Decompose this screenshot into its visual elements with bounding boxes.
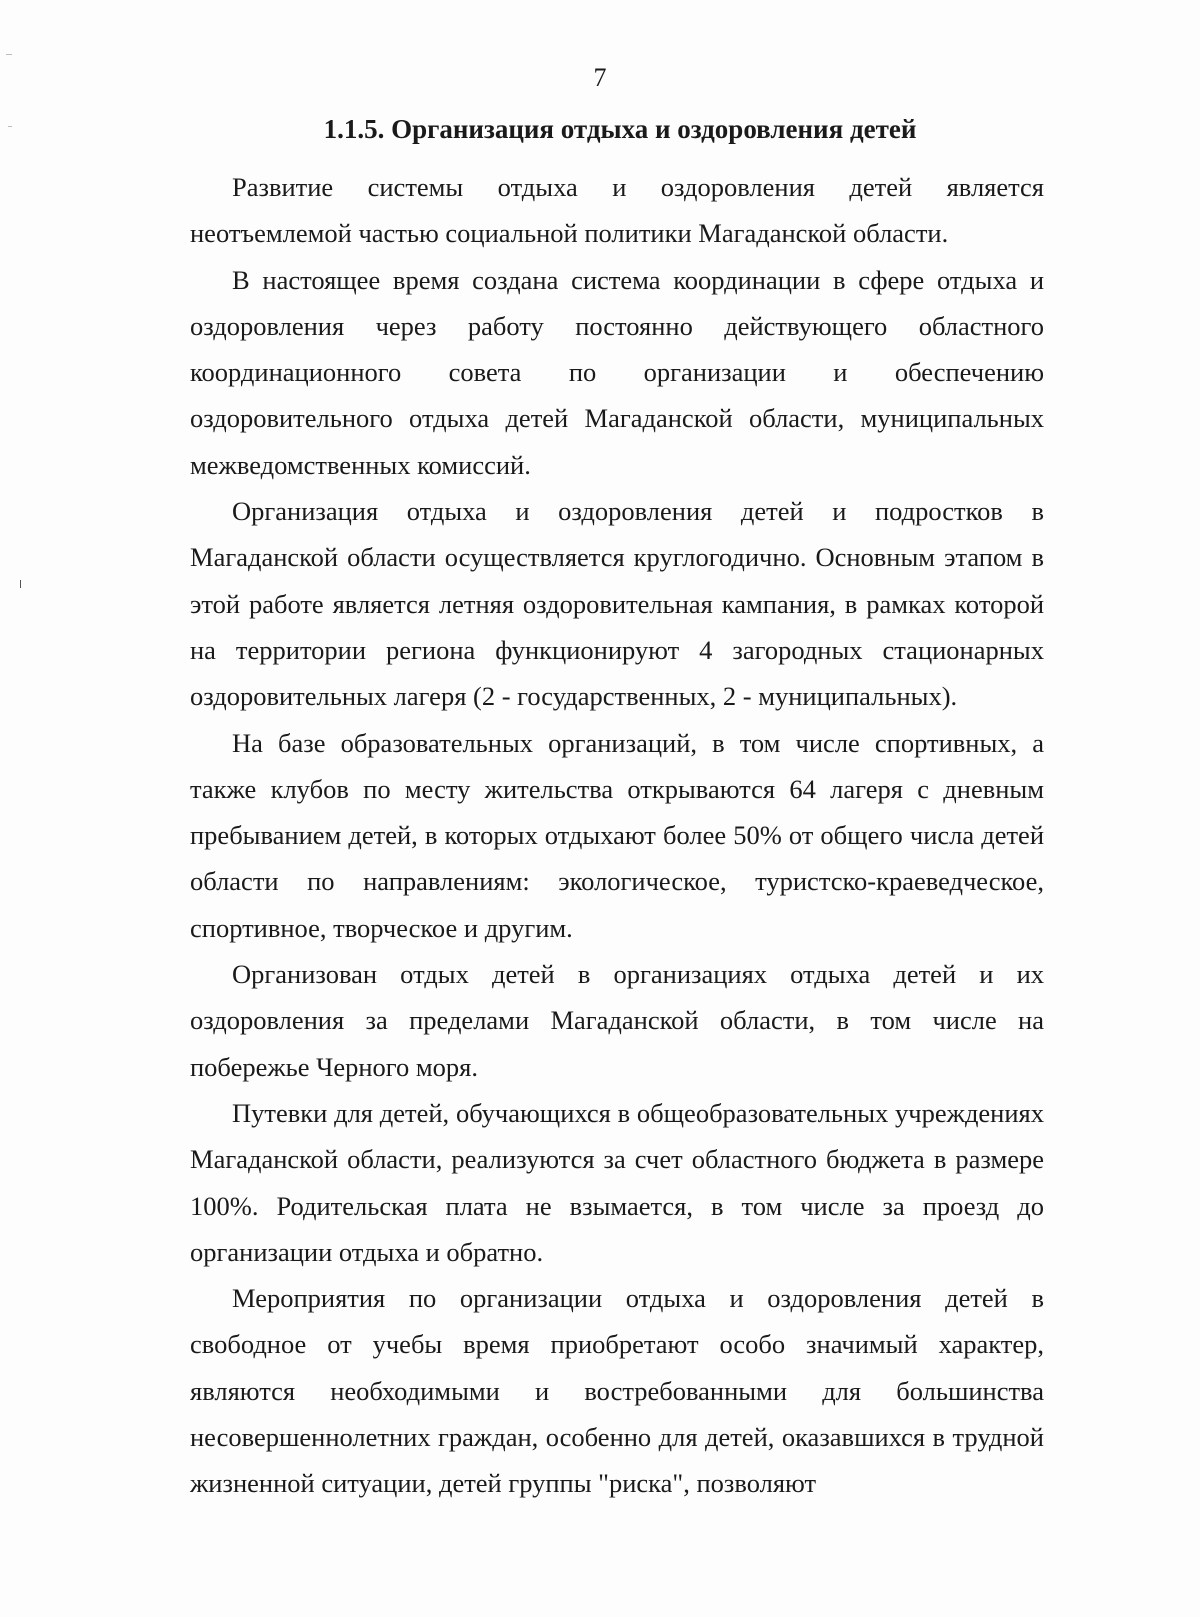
paragraph: Путевки для детей, обучающихся в общеобразовательных учреждениях Магаданской области, реализуются за счет областного бюджета в размере 100%. Родительская плата не взымается, в том числе за проезд до организации отдыха и обратно. bbox=[190, 1097, 1044, 1267]
paragraph: Мероприятия по организации отдыха и оздоровления детей в свободное от учебы время приобретают особо значимый характер, являются необходимыми и востребованными для большинства несовершеннолетних граждан, особенно для детей, оказавшихся в трудной жизненной ситуации, детей группы "риска", позволяют bbox=[190, 1283, 1044, 1499]
paragraph: В настоящее время создана система координации в сфере отдыха и оздоровления через работу постоянно действующего областного координационного совета по организации и обеспечению оздоровительного отдыха детей Магаданской области, муниципальных межведомственных комиссий. bbox=[190, 264, 1044, 480]
paragraph: На базе образовательных организаций, в том числе спортивных, а также клубов по месту жительства открываются 64 лагеря с дневным пребыванием детей, в которых отдыхают более 50% от общего числа детей области по направлениям: экологическое, туристско-краеведческое, спортивное, творческое и другим. bbox=[190, 727, 1044, 943]
paragraph: Развитие системы отдыха и оздоровления детей является неотъемлемой частью социальной политики Магаданской области. bbox=[190, 172, 1044, 249]
scan-artifact bbox=[8, 126, 12, 127]
scan-artifact bbox=[20, 580, 21, 588]
paragraph: Организован отдых детей в организациях отдыха детей и их оздоровления за пределами Магаданской области, в том числе на побережье Черного моря. bbox=[190, 959, 1044, 1082]
paragraph: Организация отдыха и оздоровления детей и подростков в Магаданской области осуществляется круглогодично. Основным этапом в этой работе является летняя оздоровительная кампания, в рамках которой на территории региона функционируют 4 загородных стационарных оздоровительных лагеря (2 - государственных, 2 - муниципальных). bbox=[190, 496, 1044, 712]
body-text bbox=[190, 164, 1044, 1507]
scan-artifact bbox=[6, 54, 12, 55]
section-heading: 1.1.5. Организация отдыха и оздоровления детей bbox=[323, 114, 917, 144]
page-number: 7 bbox=[593, 63, 607, 92]
